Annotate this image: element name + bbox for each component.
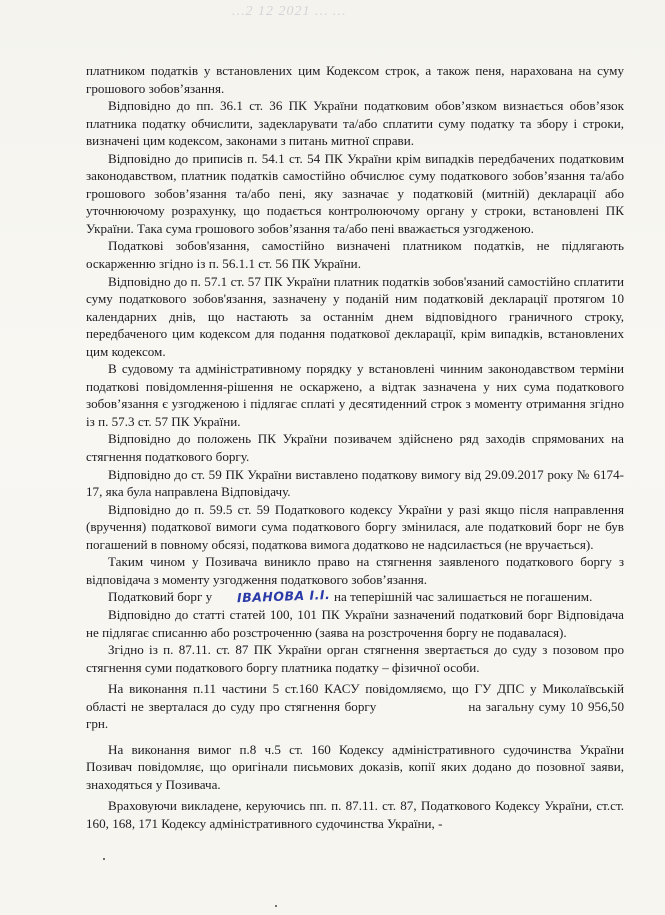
paragraph-p8: Відповідно до п. 59.5 ст. 59 Податкового кодексу України у разі якщо після направлення (вручення) податкової вимоги сума податкового боргу змінилася, але податковий борг не був погашений в повному обсязі, податкова вимога додатково не надсилається (не вручається). [86, 501, 624, 552]
paragraph-p6: Відповідно до положень ПК України позивачем здійснено ряд заходів спрямованих на стягнення податкового боргу. [86, 431, 624, 465]
document-body [86, 62, 624, 833]
paragraph-p5: В судовому та адміністративному порядку у встановлені чинним законодавством терміни податкові повідомлення-рішення не оскаржено, а відтак зазначена у них сума податкового зобов’язання є узгодженою і підлягає сплаті у десятиденний строк з моменту отримання згідно із п. 57.3 ст. 57 ПК України. [86, 361, 624, 429]
paragraph-p3: Податкові зобов'язання, самостійно визначені платником податків, не підлягають оскарженню згідно із п. 56.1.1 ст. 56 ПК України. [86, 238, 624, 272]
paragraph-p1: Відповідно до пп. 36.1 ст. 36 ПК України податковим обов’язком визнається обов’язок платника податку обчислити, задекларувати та/або сплатити суму податку та збору і строки, визначені цим кодексом, законами з питань митної справи. [86, 98, 624, 149]
paragraph-p14: На виконання вимог п.8 ч.5 ст. 160 Кодексу адміністративного судочинства України Позивач повідомляє, що оригінали письмових доказів, копії яких додано до позовної заяви, знаходяться у Позивача. [86, 741, 624, 792]
p10-after: на теперішній час залишається не погашеним. [330, 589, 593, 605]
scan-speck [103, 858, 105, 860]
scan-speck [275, 905, 277, 907]
paragraph-p0: платником податків у встановлених цим Кодексом строк, а також пеня, нарахована на суму грошового зобов’язання. [86, 63, 624, 96]
paragraph-p11: Відповідно до статті статей 100, 101 ПК України зазначений податковий борг Відповідача не підлягає списанню або розстроченню (заява на розстрочення боргу не подавалася). [86, 606, 624, 640]
paragraph-p13 [86, 680, 624, 733]
paragraph-p2: Відповідно до приписів п. 54.1 ст. 54 ПК України крім випадків передбачених податковим законодавством, платник податків самостійно обчислює суму податкового зобов’язання та/або грошового зобов’язання та/або пені, яку зазначає у податковій (митній) декларації або уточнюючому розрахунку, що подається контролюючому органу у строки, встановлені ПК України. Така сума грошового зобов’язання та/або пені вважається узгодженою. [86, 150, 624, 236]
handwritten-debtor-name: ІВАНОВА І.І. [237, 587, 331, 606]
paragraph-p15: Враховуючи викладене, керуючись пп. п. 87.11. ст. 87, Податкового Кодексу України, ст.ст. 160, 168, 171 Кодексу адміністративного судочинства України, - [86, 798, 624, 831]
p13-before: На виконання п.11 частини 5 ст.160 КАСУ повідомляємо, що ГУ ДПС у Миколаївській області не зверталася до суду про стягнення боргу [86, 681, 624, 714]
paragraph-p7: Відповідно до ст. 59 ПК України виставлено податкову вимогу від 29.09.2017 року № 6174-17, яка була направлена Відповідачу. [86, 466, 624, 500]
header-bleed-through: …2 12 2021 … … [232, 4, 347, 19]
paragraph-p10 [86, 588, 624, 606]
p10-before: Податковий борг у [108, 589, 216, 605]
paragraph-p4: Відповідно до п. 57.1 ст. 57 ПК України платник податків зобов'язаний самостійно сплатити суму податкового зобов'язання, зазначену у поданій ним податковій декларації протягом 10 календарних днів, що настають за останнім днем відповідного граничного строку, передбаченого цим кодексом для подання податкової декларації, крім випадків, встановлених цим кодексом. [86, 273, 624, 359]
paragraph-p9: Таким чином у Позивача виникло право на стягнення заявленого податкового боргу з відповідача з моменту узгодження податкового зобов’язання. [86, 554, 624, 587]
paragraph-p12: Згідно із п. 87.11. ст. 87 ПК України орган стягнення звертається до суду з позовом про стягнення суми податкового боргу платника податку – фізичної особи. [86, 642, 624, 675]
p13-after: на загальну суму 10 956,50 грн. [86, 698, 625, 732]
